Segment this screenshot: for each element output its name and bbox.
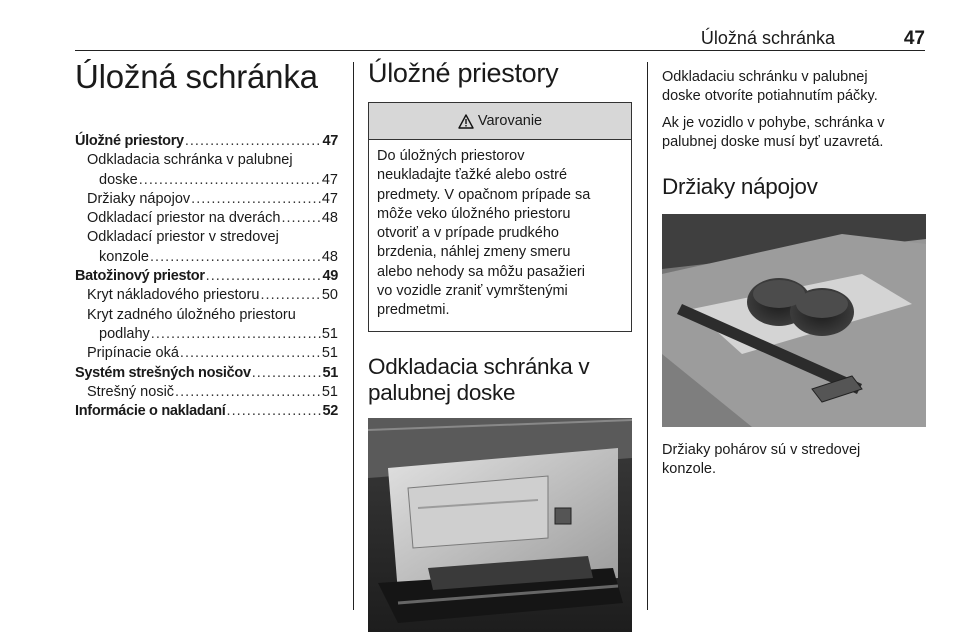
text-line: palubnej doske musí byť uzavretá. [662,133,884,150]
toc-leader-dots [150,325,322,344]
warning-triangle-icon [458,114,474,129]
toc-entry-page: 50 [321,287,338,304]
toc-entry[interactable] [75,267,338,286]
section-title-storage: Úložné priestory [368,58,559,88]
glovebox-photo [368,418,632,632]
toc-entry[interactable] [75,306,338,325]
glovebox-paragraph-1 [662,68,926,107]
toc-leader-dots [251,364,323,383]
toc-entry-label: Odkladací priestor na dverách [87,210,281,227]
toc-entry[interactable] [75,364,338,383]
toc-column [75,58,338,421]
warning-line: brzdenia, náhlej zmeny smeru [377,244,571,261]
toc-entry-label: Strešný nosič [87,383,175,400]
warning-box [368,102,632,332]
warning-line: alebo nehody sa môžu pasažieri [377,263,585,280]
toc-leader-dots [205,267,323,286]
title-line: palubnej doske [368,379,516,405]
toc-entry-page: 49 [322,268,338,285]
toc-entry-page: 48 [321,210,338,227]
warning-line: predmety. V opačnom prípade sa [377,186,591,203]
toc-leader-dots [138,171,322,190]
toc-entry[interactable] [75,402,338,421]
warning-line: vo vozidle zraniť vymrštenými [377,283,568,300]
toc-entry-page: 51 [321,325,338,342]
toc-entry-label: Batožinový priestor [75,268,205,285]
caption-line: konzole. [662,461,717,478]
page-number: 47 [903,28,925,49]
toc-entry[interactable] [75,151,338,170]
toc-entry[interactable] [75,383,338,402]
section-title-cupholders: Držiaky nápojov [662,174,818,200]
toc-entry[interactable] [75,344,338,363]
toc-entry[interactable] [75,286,338,305]
warning-line: môže veko úložného priestoru [377,205,571,222]
chapter-title: Úložná schránka [75,58,318,95]
toc-entry[interactable] [75,132,338,151]
toc-entry[interactable] [75,248,338,267]
toc-entry-label: konzole [99,248,149,265]
storage-column [368,58,632,632]
running-header [75,0,925,51]
cupholder-caption [662,441,926,480]
title-line: Odkladacia schránka v [368,353,590,379]
warning-line: Do úložných priestorov [377,148,525,164]
toc-entry-page: 51 [321,345,338,362]
text-line: doske otvoríte potiahnutím páčky. [662,88,878,105]
running-header-title: Úložná schránka [700,28,835,48]
toc-entry-label: doske [99,171,138,188]
toc-leader-dots [174,383,322,402]
toc-entry-label: podlahy [99,325,150,342]
glovebox-paragraph-2 [662,114,926,153]
toc-entry-page: 47 [321,171,338,188]
cupholder-photo [662,214,926,427]
toc-entry-page: 52 [322,403,338,420]
toc-entry-label: Odkladacia schránka v palubnej [87,152,293,169]
column-divider [647,62,648,610]
cupholder-column [662,68,926,480]
warning-title: Varovanie [477,113,543,129]
warning-line: neukladajte ťažké alebo ostré [377,167,568,184]
warning-text [369,140,631,331]
toc-leader-dots [260,286,322,305]
toc-entry-label: Držiaky nápojov [87,190,191,207]
text-line: Ak je vozidlo v pohybe, schránka v [662,114,885,131]
toc-leader-dots [190,190,322,209]
column-divider [353,62,354,610]
subsection-title-glovebox [368,354,632,406]
caption-line: Držiaky pohárov sú v stredovej [662,442,861,459]
toc-entry-page: 48 [321,248,338,265]
warning-header [369,103,631,140]
toc-leader-dots [280,209,321,228]
toc-entry[interactable] [75,325,338,344]
toc-entry-label: Systém strešných nosičov [75,364,251,381]
toc-entry[interactable] [75,228,338,247]
toc-entry-label: Informácie o nakladaní [75,403,226,420]
toc-entry-label: Kryt zadného úložného priestoru [87,306,296,323]
toc-entry-label: Odkladací priestor v stredovej [87,229,279,246]
toc-leader-dots [226,402,323,421]
toc-entry-label: Kryt nákladového priestoru [87,287,260,304]
toc-entry[interactable] [75,209,338,228]
text-line: Odkladaciu schránku v palubnej [662,69,868,85]
toc-entry-label: Úložné priestory [75,133,184,149]
toc-leader-dots [179,344,322,363]
toc-entry-label: Pripínacie oká [87,345,179,362]
toc-entry-page: 51 [321,383,338,400]
toc-entry[interactable] [75,171,338,190]
toc-entry-page: 47 [322,133,338,149]
warning-line: otvoriť a v prípade prudkého [377,225,559,242]
toc-leader-dots [184,132,323,151]
warning-line: predmetmi. [377,302,450,319]
toc-leader-dots [149,248,322,267]
toc-entry[interactable] [75,190,338,209]
toc-entry-page: 47 [321,190,338,207]
toc-entry-page: 51 [322,364,338,381]
table-of-contents [75,132,338,421]
